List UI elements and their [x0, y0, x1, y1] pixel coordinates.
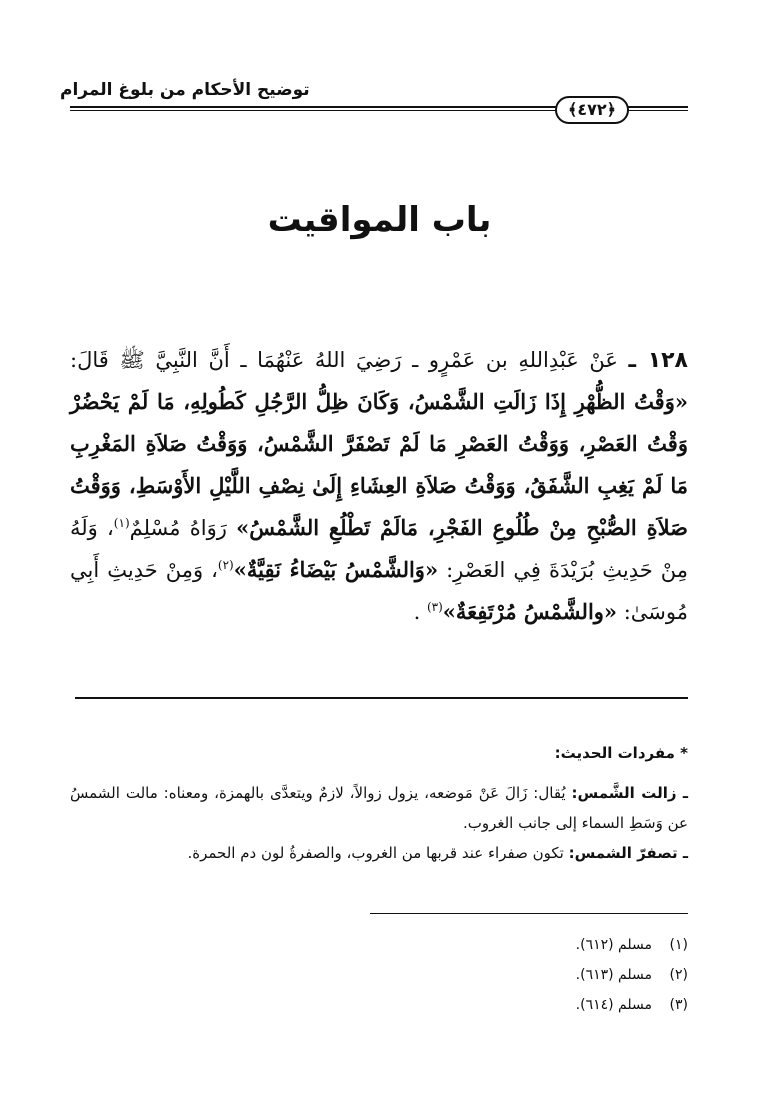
- page-number: ﴿٤٧٢﴾: [555, 96, 629, 124]
- footnote-number: (٣): [669, 997, 688, 1013]
- hadith-text: «وَقْتُ الظُّهْرِ إِذَا زَالَتِ الشَّمْسُ، وَكَانَ ظِلُّ الرَّجُلِ كَطُولِهِ، مَا لَمْ يَحْضُرْ وَقْتُ العَصْرِ، وَوَقْتُ العَصْرِ مَا لَمْ تَصْفَرَّ الشَّمْسُ، وَوَقْتُ صَلاَةِ المَغْرِبِ مَا لَمْ يَغِبِ الشَّفَقُ، وَوَقْتُ صَلاَةِ العِشَاءِ إِلَىٰ نِصْفِ اللَّيْلِ الأَوْسَطِ، وَوَقْتُ صَلاَةِ الصُّبْحِ مِنْ طُلُوعِ الفَجْرِ، مَالَمْ تَطْلُعِ الشَّمْسُ»: [70, 389, 688, 540]
- vocab-definition: يُقال: زَالَ عَنْ مَوضعه، يزول زوالاً، لازمٌ ويتعدَّى بالهمزة، ومعناه: مالت الشمسُ عن وَسَطِ السماء إلى جانب الغروب.: [70, 784, 688, 832]
- footnote-number: (٢): [669, 967, 688, 983]
- footnote-text: مسلم (٦١٤).: [575, 997, 652, 1013]
- book-title: توضيح الأحكام من بلوغ المرام: [60, 80, 310, 100]
- footnote-item: [70, 930, 688, 960]
- footnote-rule: [370, 913, 688, 914]
- hadith-quote-3: «والشَّمْسُ مُرْتَفِعَةٌ»: [442, 599, 618, 624]
- vocab-term: ـ زالت الشَّمس:: [571, 784, 688, 802]
- vocab-definition: تكون صفراء عند قربها من الغروب، والصفرةُ لون دم الحمرة.: [187, 844, 569, 862]
- footnote-text: مسلم (٦١٣).: [575, 967, 652, 983]
- vocab-heading: * مفردات الحديث:: [554, 744, 688, 762]
- vocab-item: [70, 778, 688, 838]
- hadith-continuation-2: ، وَمِنْ حَدِيثِ أَبِي مُوسَىٰ:: [70, 558, 688, 624]
- hadith-body: [70, 340, 688, 633]
- hadith-narrated: رَوَاهُ مُسْلِمٌ: [129, 516, 237, 540]
- footnote-item: [70, 990, 688, 1020]
- footnote-ref-3: (٣): [426, 600, 443, 614]
- hadith-end: .: [413, 600, 427, 624]
- hadith-quote-2: «وَالشَّمْسُ بَيْضَاءُ نَقِيَّةٌ»: [233, 557, 439, 582]
- hadith-intro: عَنْ عَبْدِاللهِ بن عَمْرٍو ـ رَضِيَ اللهُ عَنْهُمَا ـ أَنَّ النَّبِيَّ ﷺ قَالَ:: [70, 348, 629, 372]
- footnote-text: مسلم (٦١٢).: [575, 937, 652, 953]
- footnote-ref-1: (١): [113, 516, 130, 530]
- footnotes: [70, 930, 688, 1020]
- footnote-ref-2: (٢): [217, 558, 234, 572]
- vocab-term: ـ تصفرّ الشمس:: [568, 844, 688, 862]
- vocab-section: [70, 738, 688, 868]
- chapter-title: باب المواقيت: [267, 200, 492, 240]
- footnote-number: (١): [669, 937, 688, 953]
- footnote-item: [70, 960, 688, 990]
- section-separator: [75, 697, 688, 699]
- hadith-continuation: ، وَلَهُ مِنْ حَدِيثِ بُرَيْدَةَ فِي العَصْرِ:: [70, 516, 689, 582]
- vocab-item: [70, 838, 688, 868]
- hadith-number: ١٢٨ ـ: [628, 348, 688, 373]
